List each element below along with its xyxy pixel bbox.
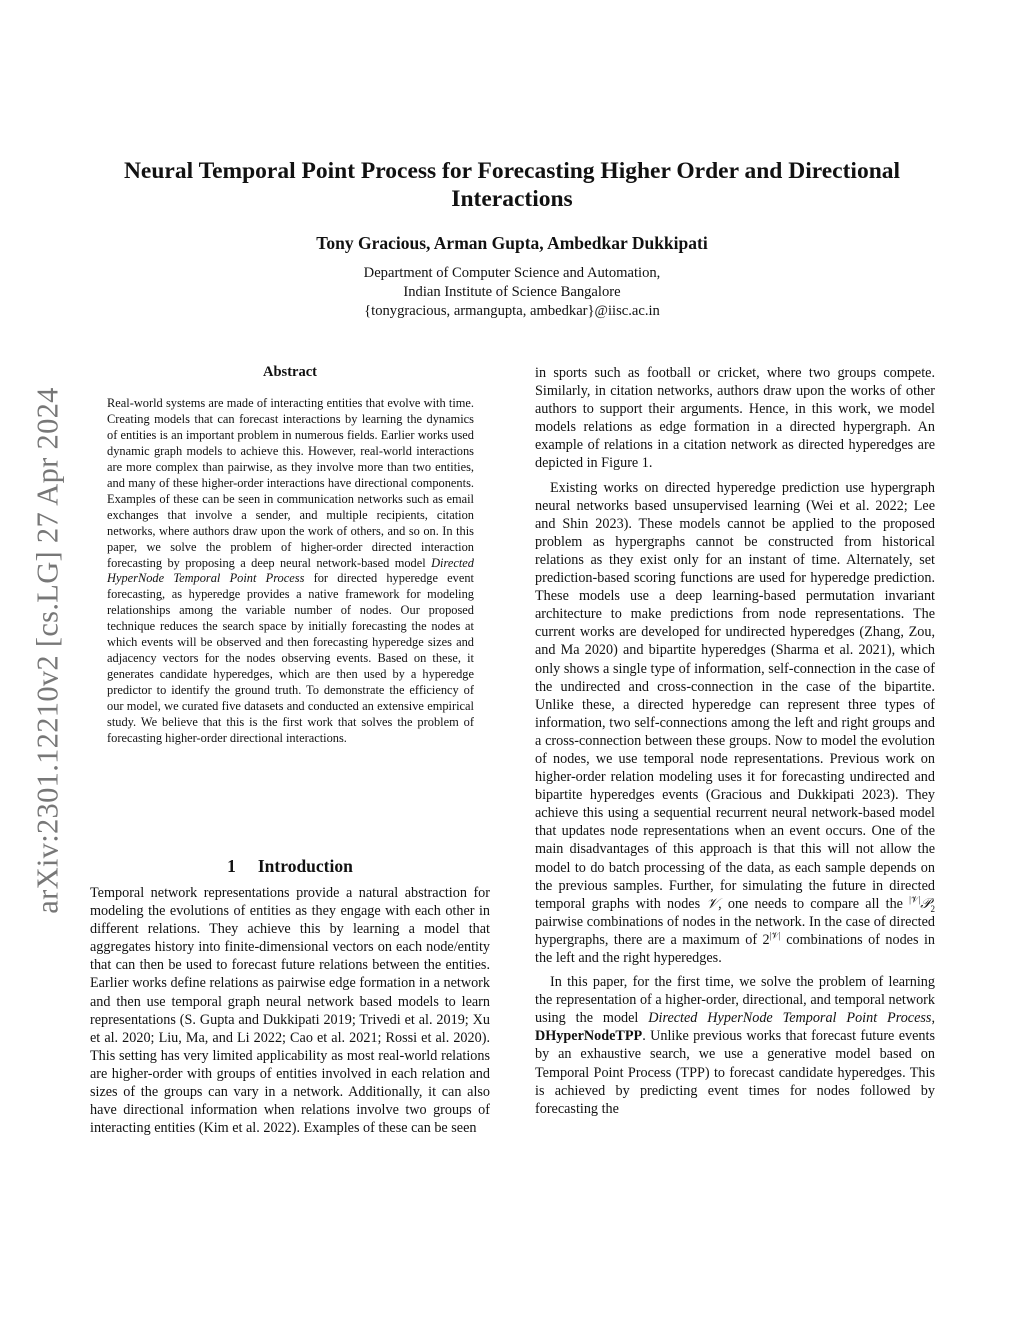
introduction-paragraph-related-work bbox=[535, 479, 935, 968]
introduction-paragraph-left: Temporal network representations provide a natural abstraction for modeling the evolutions of entities as they engage with each other in different relations. They achieve this by learning a model that aggregates history into finite-dimensional vectors on each node/entity that can then be used to forecast future relations between the entities. Earlier works define relations as pairwise edge formation in a network and then use temporal graph neural network based models to learn representations (S. Gupta and Dukkipati 2019; Trivedi et al. 2019; Xu et al. 2020; Liu, Ma, and Li 2022; Cao et al. 2021; Rossi et al. 2020). This setting has very limited applicability as most real-world relations are higher-order with groups of entities involved in each relation and sizes of the groups can vary in a network. Additionally, it can also have directional information when relations involve two groups of interacting entities (Kim et al. 2022). Examples of these can be seen bbox=[90, 885, 490, 1137]
math-node-set: 𝒱 bbox=[706, 895, 719, 912]
arxiv-identifier-text: arXiv:2301.12210v2 [cs.LG] 27 Apr 2024 bbox=[30, 386, 65, 914]
math-power-superscript: |𝒱| bbox=[769, 930, 781, 941]
math-perm-subscript: 2 bbox=[930, 903, 935, 914]
introduction-paragraph-contribution bbox=[535, 973, 935, 1118]
math-perm-superscript: |𝒱| bbox=[909, 893, 921, 904]
author-affiliation bbox=[90, 264, 934, 321]
arxiv-identifier bbox=[28, 352, 68, 948]
contribution-text-a: In this paper, for the first time, we solve the problem of learning the representation of a higher-order, directional, and temporal network using the model bbox=[535, 974, 935, 1027]
related-work-text-a: Existing works on directed hyperedge prediction use hypergraph neural networks based unsupervised learning (Wei et al. 2022; Lee and Shin 2023). These models cannot be applied to the proposed problem as hypergraphs cannot be constructed from historical relations as they exist only for an instant of time. Alternately, set prediction-based scoring functions are used for hyperedge prediction. These models use a deep learning-based permutation invariant architecture to make predictions from node representations. The current works are developed for undirected hyperedges (Zhang, Zou, and Ma 2020) and bipartite hyperedges (Sharma et al. 2021), which only shows a single type of information, self-connection in the case of the undirected and cross-connection in the case of the bipartite. Unlike these, a directed hyperedge can represent three types of information, two self-connections among the left and right groups and a cross-connection between these groups. Now to model the evolution of nodes, we use temporal node representations. Previous work on higher-order relation modeling uses it for forecasting undirected and bipartite hyperedges events (Gracious and Dukkipati 2023). They achieve this using a sequential recurrent neural network-based model that updates node representations when an event occurs. One of the main disadvantages of this approach is that this will not allow the model to do batch processing of the data, as each sample depends on the previous samples. Further, for simulating the future in directed temporal graphs with nodes bbox=[535, 479, 935, 912]
paper-authors: Tony Gracious, Arman Gupta, Ambedkar Dukkipati bbox=[316, 233, 708, 253]
introduction-paragraph-continued: in sports such as football or cricket, where two groups compete. Similarly, in citation networks, authors draw upon the works of other authors to support their arguments. Hence, in this work, we model models relations as edge formation in a directed hypergraph. An example of relations in a citation network as directed hyperedges are depicted in Figure 1. bbox=[535, 365, 935, 472]
abstract-text-part2: for directed hyperedge event forecasting, as hyperedge provides a native framework for modeling relationships among the variable number of nodes. Our proposed technique reduces the search space by initially forecasting the nodes at which events will be observed and then forecasting hyperedge sizes and adjacency vectors for the nodes observing events. Based on these, it generates candidate hyperedges, which are then used by a hyperedge predictor to identify the ground truth. To demonstrate the efficiency of our model, we curated five datasets and conducted an extensive empirical study. We believe that this is the first work that solves the problem of forecasting higher-order directional interactions. bbox=[107, 571, 474, 746]
related-work-text-d: combinations of nodes in the left and the right hyperedges. bbox=[535, 931, 935, 966]
paper-title: Neural Temporal Point Process for Forecasting Higher Order and Directional Interactions bbox=[123, 158, 901, 212]
abstract-text bbox=[107, 396, 474, 747]
contribution-text-c: . Unlike previous works that forecast future events by an exhaustive search, we use a generative model based on Temporal Point Process (TPP) to forecast candidate hyperedges. This is achieved by predicting event times for nodes followed by forecasting the bbox=[535, 1028, 935, 1117]
abstract-text-part1: Real-world systems are made of interacting entities that evolve with time. Creating models that can forecast interactions by learning the dynamics of entities is an important problem in numerous fields. Earlier works used dynamic graph models to achieve this. However, real-world interactions are more complex than pairwise, as they involve more than two entities, and many of these higher-order interactions have directional components. Examples of these can be seen in communication networks such as email exchanges that involve a sender, and multiple recipients, citation networks, where authors draw upon the work of others, and so on. In this paper, we solve the problem of higher-order directed interaction forecasting by proposing a deep neural network-based model bbox=[107, 396, 474, 570]
contribution-model-name: Directed HyperNode Temporal Point Process bbox=[648, 1010, 932, 1027]
section-number: 1 bbox=[227, 856, 236, 876]
affiliation-department: Department of Computer Science and Automation, bbox=[363, 265, 661, 281]
contribution-model-abbreviation: DHyperNodeTPP bbox=[535, 1028, 643, 1045]
contribution-text-b: , bbox=[931, 1010, 935, 1027]
related-work-text-b: , one needs to compare all the bbox=[718, 895, 910, 912]
affiliation-institute: Indian Institute of Science Bangalore bbox=[403, 284, 621, 300]
right-column bbox=[535, 364, 935, 1124]
section-title: Introduction bbox=[257, 856, 353, 876]
affiliation-emails: {tonygracious, armangupta, ambedkar}@iisc.ac.in bbox=[364, 303, 660, 319]
section-heading-introduction bbox=[90, 856, 490, 877]
abstract-model-name: Directed HyperNode Temporal Point Process bbox=[107, 555, 474, 586]
related-work-text-c: pairwise combinations of nodes in the network. In the case of directed hypergraphs, there are a maximum of 2 bbox=[535, 913, 935, 948]
math-perm-symbol: 𝒫 bbox=[920, 895, 931, 912]
abstract-heading: Abstract bbox=[263, 364, 317, 380]
